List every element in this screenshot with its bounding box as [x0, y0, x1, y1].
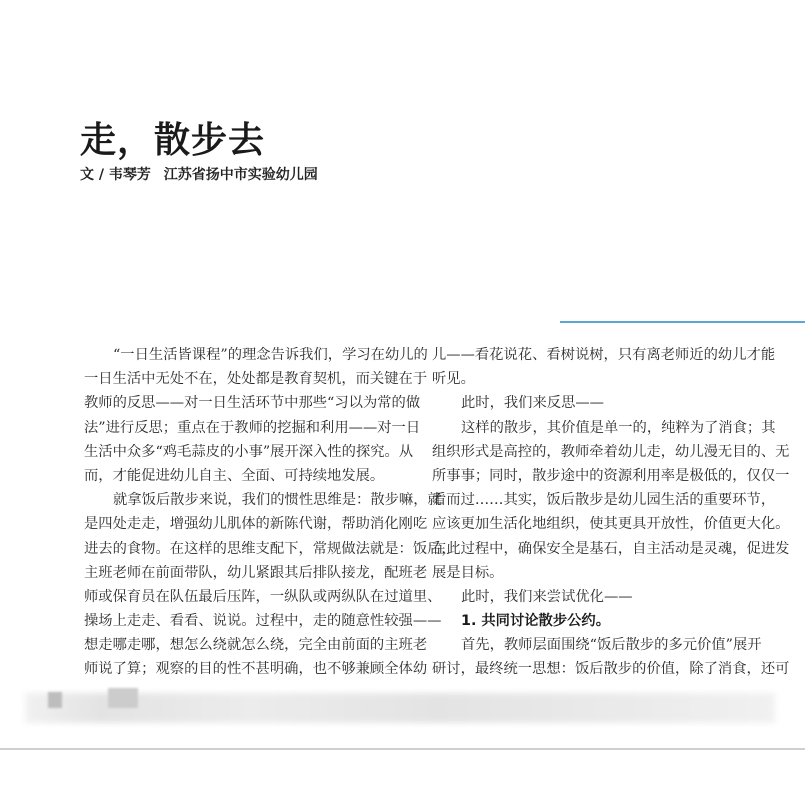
text-line: 在此过程中，确保安全是基石，自主活动是灵魂，促进发 — [432, 540, 790, 557]
article-title: 走，散步去 — [80, 120, 266, 161]
section-heading: 1. 共同讨论散步公约。 — [461, 613, 611, 630]
text-line: 教师的反思——对一日生活环节中那些“习以为常的做 — [84, 395, 421, 412]
text-line: 儿——看花说花、看树说树，只有离老师近的幼儿才能 — [432, 347, 776, 363]
text-line: 是四处走走，增强幼儿肌体的新陈代谢，帮助消化刚吃 — [84, 516, 428, 533]
text-line: 此时，我们来反思—— — [461, 395, 604, 412]
text-line: 就拿饭后散步来说，我们的惯性思维是：散步嘛，就 — [113, 492, 442, 509]
text-line: 首先，教师层面围绕“饭后散步的多元价值”展开 — [461, 637, 762, 654]
text-line: 操场上走走、看看、说说。过程中，走的随意性较强—— — [84, 613, 442, 630]
text-line: 这样的散步，其价值是单一的，纯粹为了消食；其 — [461, 419, 776, 436]
text-line: 看而过……其实，饭后散步是幼儿园生活的重要环节， — [432, 492, 776, 509]
text-line: 所事事；同时，散步途中的资源利用率是极低的，仅仅一 — [432, 467, 790, 484]
text-line: 此时，我们来尝试优化—— — [461, 588, 633, 605]
text-line: 法”进行反思；重点在于教师的挖掘和利用——对一日 — [84, 419, 421, 436]
text-line: 听见。 — [432, 371, 475, 388]
affiliation: 江苏省扬中市实验幼儿园 — [163, 167, 318, 183]
text-line: 研讨，最终统一思想：饭后散步的价值，除了消食，还可 — [432, 661, 790, 678]
text-line: “一日生活皆课程”的理念告诉我们，学习在幼儿的 — [113, 347, 428, 363]
text-line: 进去的食物。在这样的思维支配下，常规做法就是：饭后， — [84, 540, 456, 557]
blurred-footer-mark — [108, 688, 138, 708]
text-line: 而，才能促进幼儿自主、全面、可持续地发展。 — [84, 467, 385, 484]
text-line: 生活中众多“鸡毛蒜皮的小事”展开深入性的探究。从 — [84, 443, 414, 460]
article-byline — [80, 164, 326, 184]
blurred-footer-mark — [48, 692, 62, 708]
text-line: 一日生活中无处不在，处处都是教育契机，而关键在于 — [84, 371, 428, 388]
text-line: 想走哪走哪，想怎么绕就怎么绕，完全由前面的主班老 — [84, 637, 428, 654]
right-text-column — [432, 343, 790, 682]
text-line: 师或保育员在队伍最后压阵，一纵队或两纵队在过道里、 — [84, 588, 442, 605]
text-line: 展是目标。 — [432, 564, 504, 581]
page-bottom-divider — [0, 748, 805, 750]
text-line: 组织形式是高控的，教师牵着幼儿走，幼儿漫无目的、无 — [432, 443, 790, 460]
text-line: 师说了算；观察的目的性不甚明确，也不够兼顾全体幼 — [84, 661, 428, 678]
author: 文 / 韦琴芳 — [80, 167, 151, 183]
text-line: 应该更加生活化地组织，使其更具开放性，价值更大化。 — [432, 516, 790, 533]
text-line: 主班老师在前面带队，幼儿紧跟其后排队接龙，配班老 — [84, 564, 428, 581]
accent-divider — [560, 321, 805, 323]
